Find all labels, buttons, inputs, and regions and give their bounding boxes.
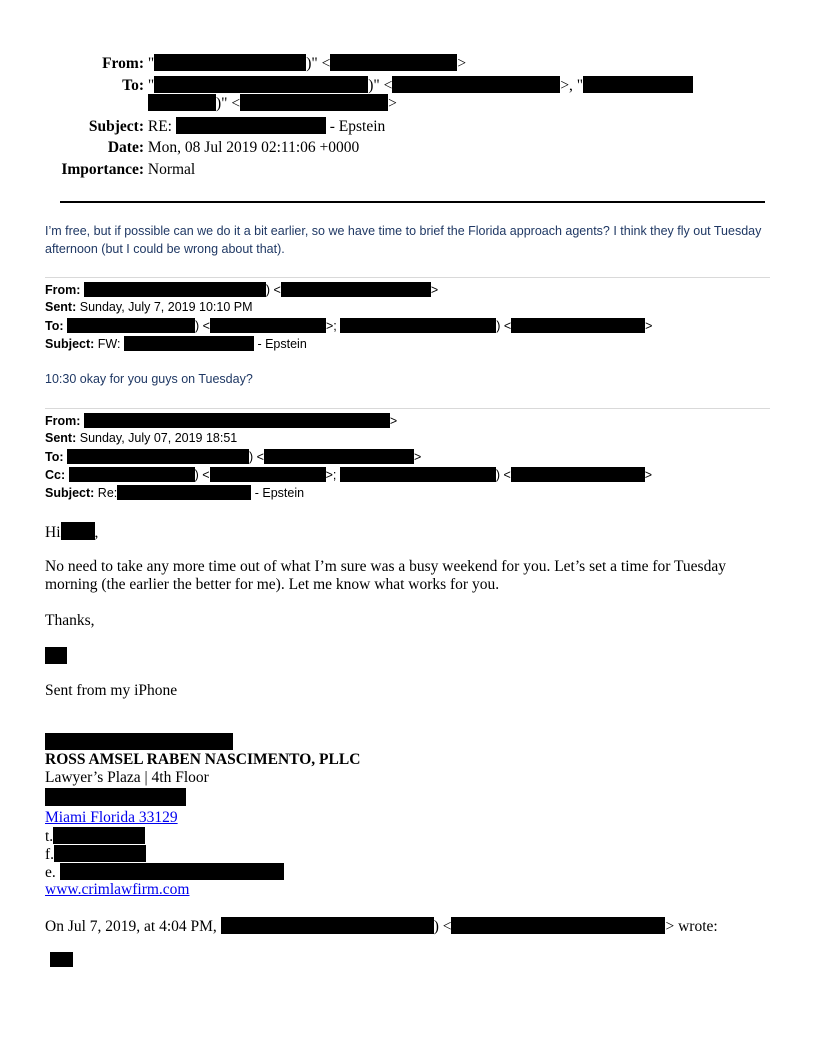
msg3-cc-row: Cc: ) < >; ) < > [45, 468, 653, 482]
signature-email [45, 863, 284, 882]
redaction [583, 76, 693, 93]
redaction [124, 336, 254, 351]
redaction [67, 318, 195, 333]
signature-firm: ROSS AMSEL RABEN NASCIMENTO, PLLC [45, 751, 361, 768]
msg2-from-label: From: [45, 283, 81, 297]
msg3-body-line-2: morning (the earlier the better for me). Let me know what works for you. [45, 576, 500, 593]
redaction [340, 467, 496, 482]
msg3-subject-label: Subject: [45, 486, 95, 500]
msg2-from-row: From: ) < > [45, 283, 439, 297]
redaction [154, 76, 368, 93]
redaction [60, 863, 284, 880]
city-link[interactable]: Miami Florida 33129 [45, 809, 178, 826]
msg2-subject-suffix: - Epstein [257, 337, 307, 351]
msg3-sent-label: Sent: [45, 431, 77, 445]
header-divider [60, 201, 765, 203]
redaction [69, 467, 195, 482]
redaction [511, 467, 645, 482]
redaction [221, 917, 434, 934]
msg3-subject-row [45, 485, 304, 500]
redaction [84, 282, 266, 297]
msg3-greeting [45, 522, 98, 542]
msg3-subject-suffix: - Epstein [254, 486, 305, 500]
redaction [45, 788, 186, 806]
redaction [148, 94, 216, 111]
website-link[interactable]: www.crimlawfirm.com [45, 881, 190, 898]
msg3-thanks: Thanks, [45, 612, 95, 629]
t-label: t. [45, 828, 54, 845]
msg2-sent-label: Sent: [45, 300, 77, 314]
redaction [281, 282, 431, 297]
redaction [45, 733, 233, 750]
reply-body: I’m free, but if possible can we do it a bit earlier, so we have time to brief the Florida approach agents? I think they fly out Tuesday afternoon (but I could be wrong about that). [45, 224, 762, 256]
msg3-sent-row [45, 431, 237, 445]
msg2-sent-value: Sunday, July 7, 2019 10:10 PM [79, 300, 253, 314]
header-date-row [60, 139, 359, 157]
redaction [210, 318, 326, 333]
header-importance-row [60, 161, 195, 179]
redaction [210, 467, 326, 482]
signature-address: Lawyer’s Plaza | 4th Floor [45, 769, 209, 786]
redaction [84, 413, 390, 428]
msg2-sent-row [45, 300, 253, 314]
greeting-text: Hi [45, 524, 61, 541]
date-value: Mon, 08 Jul 2019 02:11:06 +0000 [147, 139, 360, 156]
redaction [67, 449, 249, 464]
subject-prefix: RE: [147, 118, 172, 135]
redaction [340, 318, 496, 333]
message-separator [45, 408, 770, 409]
header-to-row-cont: )" < > [148, 94, 397, 113]
redaction [50, 952, 73, 967]
msg3-from-label: From: [45, 414, 81, 428]
msg3-from-row: From: > [45, 414, 398, 428]
msg2-subject-row [45, 336, 307, 351]
msg3-cc-label: Cc: [45, 468, 66, 482]
subject-label: Subject: [88, 118, 144, 135]
greeting-comma: , [94, 524, 99, 541]
header-to-row: To: " )" < >, " [60, 76, 693, 95]
redaction [511, 318, 645, 333]
header-from-row: From: " )" < > [60, 54, 466, 73]
msg3-sent-from: Sent from my iPhone [45, 682, 178, 699]
msg2-to-label: To: [45, 319, 64, 333]
signature-website-link[interactable] [45, 881, 189, 899]
subject-suffix: - Epstein [329, 118, 386, 135]
msg3-to-row: To: ) < > [45, 450, 422, 464]
redaction [61, 522, 95, 540]
e-label: e. [45, 864, 56, 881]
msg3-sent-value: Sunday, July 07, 2019 18:51 [79, 431, 238, 445]
msg2-subject-prefix: FW: [97, 337, 121, 351]
redaction [392, 76, 560, 93]
f-label: f. [45, 846, 55, 863]
redaction [45, 647, 67, 664]
redaction [117, 485, 251, 500]
msg2-to-row: To: ) < >; ) < > [45, 319, 653, 333]
redaction [54, 845, 146, 862]
message-separator [45, 277, 770, 278]
importance-value: Normal [147, 161, 196, 178]
msg3-body-line-1: No need to take any more time out of what I’m sure was a busy weekend for you. Let’s set a time for Tuesday [45, 558, 726, 575]
to-label: To: [122, 77, 144, 94]
redaction [451, 917, 665, 934]
date-label: Date: [107, 139, 144, 156]
signature-phone [45, 827, 145, 846]
redaction [240, 94, 388, 111]
from-label: From: [102, 55, 144, 72]
msg3-subject-prefix: Re: [97, 486, 118, 500]
redaction [53, 827, 145, 844]
quote-suffix: wrote: [678, 918, 718, 935]
header-subject-row [60, 117, 385, 136]
signature-city-link[interactable] [45, 809, 178, 827]
msg2-body: 10:30 okay for you guys on Tuesday? [45, 372, 253, 386]
redaction [264, 449, 414, 464]
importance-label: Importance: [61, 161, 144, 178]
msg2-subject-label: Subject: [45, 337, 95, 351]
redaction [330, 54, 457, 71]
quote-attribution: On Jul 7, 2019, at 4:04 PM, ) < > wrote: [45, 918, 718, 935]
redaction [176, 117, 326, 134]
redaction [154, 54, 306, 71]
signature-fax [45, 845, 146, 864]
quote-prefix: On Jul 7, 2019, at 4:04 PM, [45, 918, 217, 935]
msg3-to-label: To: [45, 450, 64, 464]
